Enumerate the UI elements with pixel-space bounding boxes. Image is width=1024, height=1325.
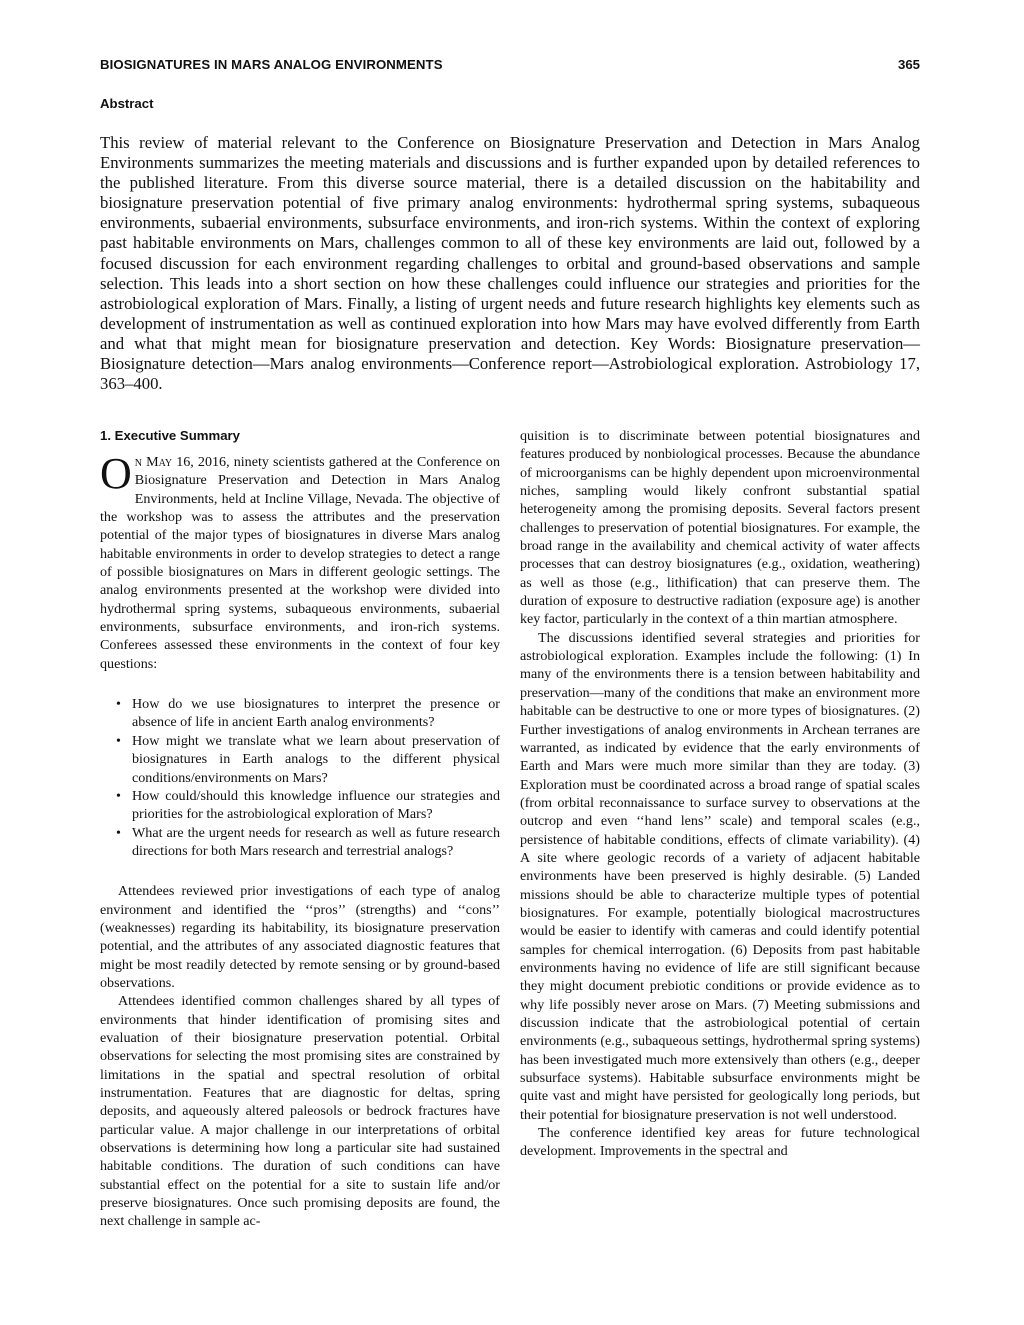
paragraph: Attendees reviewed prior investigations of each type of analog environment and identified the ‘‘pros’’ (strengths) and ‘‘cons’’ (weaknesses) regarding its habitability, its biosignature preservation potential, and the attributes of any associated diagnostic features that might be most readily detected by remote sensing or by ground-based observations. bbox=[100, 883, 500, 991]
list-item: • How do we use biosignatures to interpret the presence or absence of life in ancient Earth analog environments? bbox=[116, 696, 500, 731]
section-heading: 1. Executive Summary bbox=[100, 428, 241, 443]
bullet-icon: • bbox=[116, 824, 121, 841]
first-paragraph bbox=[100, 449, 500, 673]
abstract-heading: Abstract bbox=[100, 96, 154, 111]
list-item: • How might we translate what we learn about preservation of biosignatures in Earth analogs to the different physical conditions/environments on Mars? bbox=[116, 732, 500, 786]
page-number: 365 bbox=[897, 57, 920, 72]
list-item: • What are the urgent needs for research as well as future research directions for both Mars research and terrestrial analogs? bbox=[116, 824, 500, 859]
drop-cap: O bbox=[100, 449, 132, 498]
small-caps-lead: n May bbox=[134, 454, 173, 470]
bullet-icon: • bbox=[116, 732, 121, 749]
bullet-icon: • bbox=[116, 696, 121, 713]
paragraph: The conference identified key areas for future technological development. Improvements in the spectral and bbox=[520, 1125, 920, 1160]
first-paragraph-text: 16, 2016, ninety scientists gathered at the Conference on Biosignature Preservation and Detection in Mars Analog Environments, held at Incline Village, Nevada. The objective of the workshop was to assess the attributes and the preservation potential of the major types of biosignatures in diverse Mars analog habitable environments in order to develop strategies to detect a range of possible biosignatures on Mars in different geologic settings. The analog environments presented at the workshop were divided into hydrothermal spring systems, subaqueous environments, subaerial environments, subsurface environments, and iron-rich systems. Conferees assessed these environments in the context of four key questions: bbox=[100, 454, 500, 672]
right-column bbox=[520, 427, 920, 1161]
key-questions-list bbox=[100, 695, 500, 860]
paragraph: Attendees identified common challenges shared by all types of environments that hinder identification of promising sites and evaluation of their biosignature preservation potential. Orbital observations for selecting the most promising sites are constrained by limitations in the spatial and spectral resolution of orbital instrumentation. Features that are diagnostic for deltas, spring deposits, and aqueously altered paleosols or bedrock fractures have particular value. A major challenge in our interpretations of orbital observations is determining how long a particular site had sustained habitable conditions. The duration of such conditions can have substantial effect on the potential for a site to sustain life and/or preserve biosignatures. Once such promising deposits are found, the next challenge in sample ac- bbox=[100, 993, 500, 1230]
running-head bbox=[100, 57, 920, 77]
paragraph-continued: quisition is to discriminate between potential biosignatures and features produced by nonbiological processes. Because the abundance of microorganisms can be highly dependent upon microenvironmental niches, sampling would likely confront substantial spatial heterogeneity among the promising deposits. Several factors present challenges to preservation of potential biosignatures. For example, the broad range in the availability and chemical activity of water affects processes that can destroy biosignatures (e.g., oxidation, weathering) as well as those (e.g., lithification) that can preserve them. The duration of exposure to destructive radiation (exposure age) is another key factor, particularly in the context of a thin martian atmosphere. bbox=[520, 428, 920, 628]
list-item: • How could/should this knowledge influence our strategies and priorities for the astrobiological exploration of Mars? bbox=[116, 787, 500, 823]
running-head-title: BIOSIGNATURES IN MARS ANALOG ENVIRONMENTS bbox=[100, 57, 443, 72]
bullet-icon: • bbox=[116, 787, 121, 804]
paragraph: The discussions identified several strategies and priorities for astrobiological exploration. Examples include the following: (1) In many of the environments there is a tension between habitability and preservation—many of the conditions that make an environment more habitable can be destructive to one or more types of biosignatures. (2) Further investigations of analog environments in Archean terranes are warranted, as indicated by evidence that the early environments of Earth and Mars were much more similar than they are today. (3) Exploration must be coordinated across a broad range of spatial scales (from orbital reconnaissance to surface survey to observations at the outcrop and even ‘‘hand lens’’ scale) and temporal scales (e.g., persistence of habitable conditions, effects of climate variability). (4) A site where geologic records of a variety of adjacent habitable environments have been preserved is highly desirable. (5) Landed missions should be able to characterize multiple types of potential biosignatures. For example, potentially biological macrostructures would be easier to identify with cameras and could identify potential samples for chemical interrogation. (6) Deposits from past habitable environments having no evidence of life are still significant because they might document prebiotic conditions or provide evidence as to why life possibly never arose on Mars. (7) Meeting submissions and discussion indicate that the astrobiological potential of certain environments (e.g., subaqueous settings, hydrothermal spring systems) has been investigated much more extensively than others (e.g., deeper subsurface systems). Habitable subsurface environments might be quite vast and might have persisted for geologically long periods, but their potential for biosignature preservation is not well understood. bbox=[520, 629, 920, 1123]
abstract-text: This review of material relevant to the Conference on Biosignature Preservation and Detection in Mars Analog Environments summarizes the meeting materials and discussions and is further expanded upon by detailed references to the published literature. From this diverse source material, there is a detailed discussion on the habitability and biosignature preservation potential of five primary analog environments: hydrothermal spring systems, subaqueous environments, subaerial environments, subsurface environments, and iron-rich systems. Within the context of exploring past habitable environments on Mars, challenges common to all of these key environments are laid out, followed by a focused discussion for each environment regarding challenges to orbital and ground-based observations and sample selection. This leads into a short section on how these challenges could influence our strategies and priorities for the astrobiological exploration of Mars. Finally, a listing of urgent needs and future research highlights key elements such as development of instrumentation as well as continued exploration into how Mars may have evolved differently from Earth and what that might mean for biosignature preservation and detection. Key Words: Biosignature preservation—Biosignature detection—Mars analog environments—Conference report—Astrobiological exploration. Astrobiology 17, 363–400. bbox=[100, 133, 920, 394]
left-column bbox=[100, 427, 500, 1231]
